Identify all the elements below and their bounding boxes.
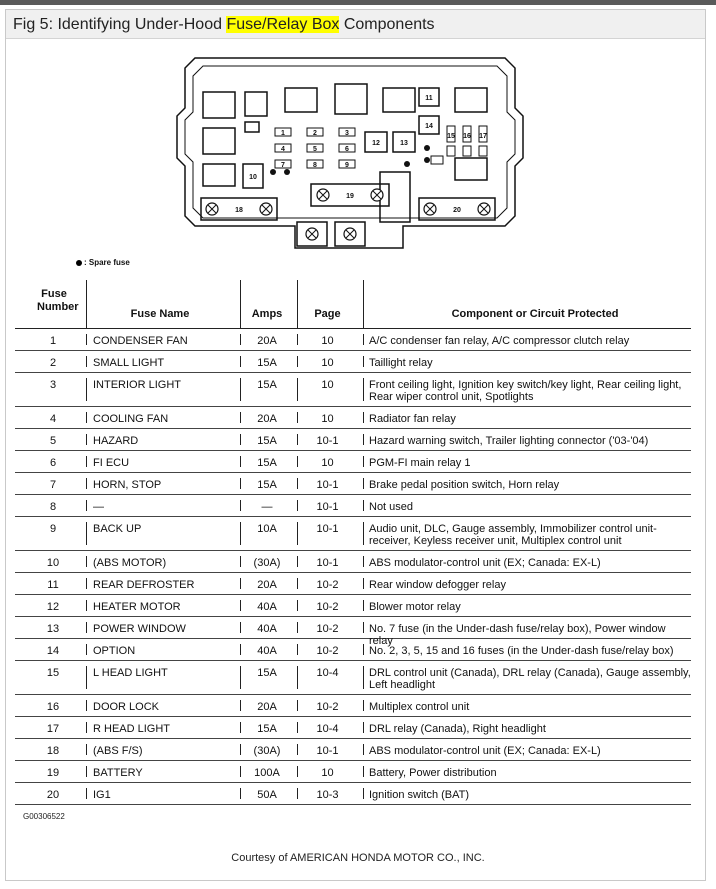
relay-block [285,88,317,112]
fuse-number: 17 [46,723,60,735]
column-divider [240,744,241,755]
fuse-label: 8 [313,162,317,169]
table-row [15,617,691,647]
table-row [15,639,691,661]
column-divider [297,766,298,777]
fuse-page: 10-1 [316,435,339,447]
column-divider [240,722,241,733]
legend-text: : Spare fuse [84,258,130,267]
fuse-label: 14 [425,123,433,130]
relay-block [335,84,367,114]
fuse-component: A/C condenser fan relay, A/C compressor clutch relay [369,335,630,347]
fuse-component: Taillight relay [369,357,433,369]
fuse-amps: (30A) [253,557,281,569]
fuse-name: HAZARD [93,435,139,447]
fuse-component: Battery, Power distribution [369,767,497,779]
fuse-component: Not used [369,501,414,513]
column-divider [363,500,364,511]
column-divider [86,644,87,655]
column-divider [363,334,364,345]
fuse-component: ABS modulator-control unit (EX; Canada: EX-L) [369,745,601,757]
fuse-label: 12 [372,140,380,147]
fuse-page: 10-2 [316,623,339,635]
fuse-page: 10-3 [316,789,339,801]
fuse-number: 5 [49,435,57,447]
fuse-label: 15 [447,133,455,140]
fuse-name: OPTION [93,645,136,657]
column-divider [240,788,241,799]
column-divider [240,478,241,489]
fuse-label: 18 [235,207,243,214]
fuse-name: HORN, STOP [93,479,162,491]
column-divider [86,478,87,489]
column-divider [240,522,241,545]
column-divider [363,666,364,689]
column-divider [86,700,87,711]
fuse-name: HEATER MOTOR [93,601,181,613]
fuse-label: 13 [400,140,408,147]
fuse-name: (ABS F/S) [93,745,143,757]
relay-block [380,172,410,222]
fuse-label: 9 [345,162,349,169]
fuse-page: 10 [321,767,334,779]
fuse-page: 10-2 [316,701,339,713]
fuse-number: 14 [46,645,60,657]
fuse-name: POWER WINDOW [93,623,186,635]
fuse-number: 16 [46,701,60,713]
spare-fuse-dot [424,145,430,151]
fuse-number: 9 [49,523,57,535]
figure-title [13,16,435,34]
fuse-name: BACK UP [93,523,142,535]
relay-block [203,92,235,118]
column-divider [297,478,298,489]
fuse-page: 10-2 [316,645,339,657]
column-divider [86,556,87,567]
fuse-component: DRL relay (Canada), Right headlight [369,723,546,735]
fuse-label: 7 [281,162,285,169]
column-divider [297,378,298,401]
fuse-number: 20 [46,789,60,801]
column-divider [297,744,298,755]
column-divider [86,522,87,545]
column-divider [297,578,298,589]
column-divider [86,434,87,445]
table-row [15,495,691,517]
fuse-page: 10-1 [316,557,339,569]
fuse-number: 4 [49,413,57,425]
title-suffix: Components [339,16,435,33]
table-row [15,739,691,761]
header-number: Fuse Number [37,288,79,313]
fuse-name: (ABS MOTOR) [93,557,167,569]
table-row [15,451,691,473]
column-divider [240,766,241,777]
relay-block [455,88,487,112]
spare-fuse-dot [270,169,276,175]
column-divider [240,456,241,467]
fuse-number: 19 [46,767,60,779]
column-divider [363,578,364,589]
fuse-component: DRL control unit (Canada), DRL relay (Canada), Gauge assembly, Left headlight [369,667,691,691]
column-divider [363,600,364,611]
figure-code: G00306522 [23,812,65,821]
column-divider [240,434,241,445]
fuse-label: 10 [249,174,257,181]
fuse-amps: 50A [257,789,277,801]
column-divider [297,522,298,545]
column-divider [297,722,298,733]
column-divider [297,356,298,367]
column-divider [86,666,87,689]
fuse-amps: 40A [257,601,277,613]
fuse-label: 20 [453,207,461,214]
fuse-amps: 15A [257,435,277,447]
fuse-name: REAR DEFROSTER [93,579,195,591]
table-row [15,473,691,495]
column-divider [363,556,364,567]
fuse-amps: 20A [257,701,277,713]
column-divider [240,666,241,689]
relay-block [203,164,235,186]
spare-fuse-legend [76,258,130,267]
fuse-number: 1 [49,335,57,347]
spare-fuse-dot [404,161,410,167]
fuse-page: 10-4 [316,667,339,679]
header-amps: Amps [251,308,283,320]
fuse-component: Ignition switch (BAT) [369,789,470,801]
table-row [15,573,691,595]
column-divider [363,434,364,445]
fuse-component: ABS modulator-control unit (EX; Canada: EX-L) [369,557,601,569]
column-divider [240,378,241,401]
fuse-label: 6 [345,146,349,153]
table-row [15,517,691,551]
fuse-page: 10 [321,379,334,391]
column-divider [86,622,87,633]
fuse-page: 10 [321,457,334,469]
column-divider [363,522,364,545]
top-bar [0,0,716,5]
fuse-name: — [93,501,104,513]
column-divider [86,766,87,777]
fuse-number: 13 [46,623,60,635]
fuse-amps: 40A [257,645,277,657]
column-divider [297,456,298,467]
fuse-number: 8 [49,501,57,513]
fuse-component: Hazard warning switch, Trailer lighting connector ('03-'04) [369,435,649,447]
column-divider [363,412,364,423]
fuse-page: 10-4 [316,723,339,735]
fuse-amps: 10A [257,523,277,535]
fuse-name: R HEAD LIGHT [93,723,171,735]
column-divider [86,334,87,345]
column-divider [363,378,364,401]
table-row [15,551,691,573]
column-divider [86,356,87,367]
table-row [15,695,691,717]
column-divider [86,578,87,589]
fuse-number: 7 [49,479,57,491]
column-divider [297,412,298,423]
column-divider [86,744,87,755]
header-name: Fuse Name [130,308,190,320]
fuse-amps: 20A [257,413,277,425]
fuse-page: 10-1 [316,501,339,513]
column-divider [363,356,364,367]
fuse-label: 1 [281,130,285,137]
column-divider [297,334,298,345]
fuse-component: No. 7 fuse (in the Under-dash fuse/relay box), Power window relay [369,623,666,647]
fuse-name: DOOR LOCK [93,701,160,713]
fuse-page: 10 [321,413,334,425]
fuse-component: No. 2, 3, 5, 15 and 16 fuses (in the Under-dash fuse/relay box) [369,645,674,657]
fuse-number: 11 [47,579,59,591]
column-divider [86,788,87,799]
column-divider [363,478,364,489]
column-divider [86,456,87,467]
column-divider [86,412,87,423]
fuse-label: 4 [281,146,285,153]
fuse-component: Audio unit, DLC, Gauge assembly, Immobilizer control unit-receiver, Keyless receiver unit, Multiplex control unit [369,523,657,547]
fuse-box-diagram [175,48,525,258]
fuse-component: Blower motor relay [369,601,461,613]
credit-line: Courtesy of AMERICAN HONDA MOTOR CO., INC. [231,852,485,864]
column-divider [240,556,241,567]
column-divider [363,766,364,777]
fuse-name: IG1 [93,789,111,801]
fuse-number: 15 [46,667,60,679]
fuse-amps: — [261,501,273,513]
column-divider [363,622,364,633]
fuse-component: Multiplex control unit [369,701,470,713]
table-row [15,761,691,783]
title-prefix: Fig 5: Identifying Under-Hood [13,16,227,33]
table-row [15,373,691,407]
fuse-amps: 15A [257,457,277,469]
table-body [15,329,691,805]
fuse-label: 16 [463,133,471,140]
column-divider [86,378,87,401]
relay-block [455,158,487,180]
table-row [15,329,691,351]
column-divider [363,788,364,799]
column-divider [240,700,241,711]
fuse-label: 5 [313,146,317,153]
fuse-component: Brake pedal position switch, Horn relay [369,479,560,491]
fuse-number: 12 [46,601,60,613]
fuse-page: 10-2 [316,579,339,591]
column-divider [297,622,298,633]
fuse-page: 10 [321,357,334,369]
column-divider [240,622,241,633]
header-component: Component or Circuit Protected [451,308,619,320]
table-row [15,407,691,429]
fuse-name: SMALL LIGHT [93,357,165,369]
fuse-number: 3 [49,379,57,391]
column-divider [363,456,364,467]
fuse-page: 10-1 [316,479,339,491]
column-divider [297,788,298,799]
figure-title-bar [6,10,705,39]
column-divider [240,600,241,611]
fuse-name: CONDENSER FAN [93,335,188,347]
column-divider [297,644,298,655]
column-divider [297,556,298,567]
fuse-component: PGM-FI main relay 1 [369,457,471,469]
column-divider [363,722,364,733]
column-divider [297,700,298,711]
fuse-number: 18 [46,745,60,757]
column-divider [240,356,241,367]
column-divider [297,600,298,611]
table-row [15,595,691,617]
header-page: Page [314,308,341,320]
column-divider [240,644,241,655]
fuse-name: FI ECU [93,457,130,469]
relay-block [203,128,235,154]
fuse-label: 17 [479,133,487,140]
column-divider [240,412,241,423]
fuse-table [15,280,691,805]
fuse-name: COOLING FAN [93,413,169,425]
fuse-component: Radiator fan relay [369,413,456,425]
fuse-number: 10 [46,557,60,569]
spare-fuse-dot-icon [76,260,82,266]
table-header [15,280,691,329]
fuse-page: 10-1 [316,745,339,757]
fuse-amps: 15A [257,479,277,491]
column-divider [240,334,241,345]
fuse-amps: 20A [257,579,277,591]
fuse-amps: 15A [257,723,277,735]
column-divider [363,700,364,711]
fuse-amps: 15A [257,379,277,391]
column-divider [297,500,298,511]
column-divider [297,666,298,689]
spare-fuse-dot [424,157,430,163]
column-divider [86,500,87,511]
fuse-name: L HEAD LIGHT [93,667,168,679]
fuse-amps: 20A [257,335,277,347]
column-divider [363,744,364,755]
fuse-number: 2 [49,357,57,369]
column-divider [240,578,241,589]
spare-fuse-dot [284,169,290,175]
title-highlight: Fuse/Relay Box [226,16,340,33]
column-divider [240,500,241,511]
table-row [15,783,691,805]
table-row [15,429,691,451]
fuse-component: Front ceiling light, Ignition key switch/key light, Rear ceiling light, Rear wiper control unit, Spotlights [369,379,682,403]
table-row [15,661,691,695]
relay-block [245,92,267,116]
fuse-amps: (30A) [253,745,281,757]
fuse-amps: 40A [257,623,277,635]
fuse-label: 3 [345,130,349,137]
fuse-name: BATTERY [93,767,143,779]
fuse-amps: 15A [257,667,277,679]
table-row [15,351,691,373]
fuse-component: Rear window defogger relay [369,579,506,591]
fuse-name: INTERIOR LIGHT [93,379,182,391]
fuse-label: 19 [346,193,354,200]
table-row [15,717,691,739]
fuse-number: 6 [49,457,57,469]
column-divider [297,434,298,445]
fuse-page: 10 [321,335,334,347]
fuse-amps: 15A [257,357,277,369]
fuse-page: 10-2 [316,601,339,613]
fuse-label: 2 [313,130,317,137]
column-divider [86,722,87,733]
column-divider [86,600,87,611]
fuse-label: 11 [425,95,433,102]
relay-block [383,88,415,112]
fuse-amps: 100A [254,767,280,779]
column-divider [363,644,364,655]
fuse-page: 10-1 [316,523,339,535]
